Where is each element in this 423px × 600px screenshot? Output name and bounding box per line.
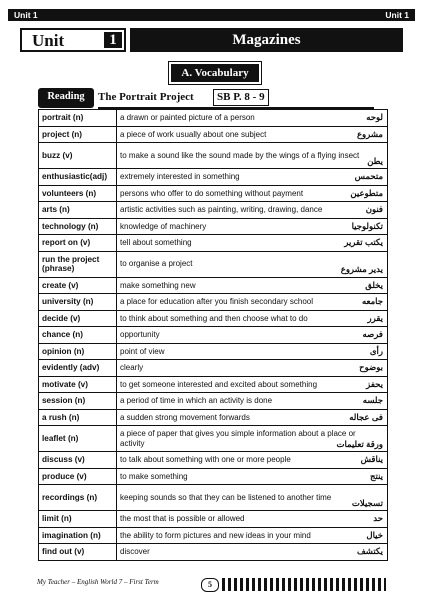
vocab-word: motivate (v) <box>39 376 117 393</box>
vocab-definition: to organise a project <box>120 259 193 269</box>
vocab-arabic: تسجيلات <box>351 497 383 508</box>
vocab-word: imagination (n) <box>39 527 117 544</box>
vocab-definition-cell <box>117 310 388 327</box>
reading-tab: Reading <box>38 88 94 108</box>
vocab-definition: to talk about something with one or more people <box>120 455 291 464</box>
vocab-arabic: خيال <box>366 529 383 540</box>
vocab-definition: a place for education after you finish secondary school <box>120 297 314 306</box>
page-title: Magazines <box>130 28 403 52</box>
vocab-arabic: فنون <box>365 204 383 214</box>
footer-pattern <box>222 578 386 591</box>
table-row <box>39 485 388 511</box>
vocab-definition-cell <box>117 277 388 294</box>
table-row <box>39 452 388 469</box>
vocab-definition: a drawn or painted picture of a person <box>120 113 255 122</box>
vocab-arabic: متطوعين <box>350 187 383 198</box>
vocab-arabic: تكنولوجيا <box>351 220 383 231</box>
table-row <box>39 110 388 127</box>
vocab-definition: a piece of work usually about one subject <box>120 129 267 139</box>
vocab-definition-cell <box>117 527 388 544</box>
top-bar <box>8 9 415 21</box>
vocab-word: chance (n) <box>39 327 117 344</box>
vocab-definition-cell <box>117 143 388 169</box>
vocab-definition: tell about something <box>120 238 192 247</box>
vocab-arabic: جلسه <box>362 395 383 405</box>
vocab-definition-cell <box>117 452 388 469</box>
vocab-arabic: يكتب تقرير <box>344 237 383 247</box>
table-row <box>39 327 388 344</box>
vocab-definition: a piece of paper that gives you simple information about a place or activity <box>120 429 356 448</box>
vocab-arabic: حد <box>373 513 383 523</box>
vocab-arabic: يدير مشروع <box>340 264 383 274</box>
vocab-definition: artistic activities such as painting, writing, drawing, dance <box>120 205 323 214</box>
vocab-definition: to make a sound like the sound made by the wings of a flying insect <box>120 150 360 160</box>
vocab-definition: extremely interested in something <box>120 172 240 181</box>
vocab-word: enthusiastic(adj) <box>39 169 117 186</box>
table-row <box>39 310 388 327</box>
footer-text: My Teacher – English World 7 – First Term <box>37 578 159 586</box>
vocab-arabic: يكتشف <box>356 546 383 556</box>
vocab-definition-cell <box>117 327 388 344</box>
vocab-definition: discover <box>120 547 150 556</box>
vocab-definition-cell <box>117 169 388 186</box>
vocab-arabic: لوحه <box>366 112 383 122</box>
table-row <box>39 294 388 311</box>
vocab-definition-cell <box>117 468 388 485</box>
vocab-arabic: بوضوح <box>359 362 383 372</box>
table-row <box>39 393 388 410</box>
vocab-definition-cell <box>117 202 388 219</box>
vocab-arabic: يقرر <box>367 312 383 323</box>
vocab-definition: to think about something and then choose what to do <box>120 313 308 323</box>
section-heading: A. Vocabulary <box>171 64 259 82</box>
vocab-definition: persons who offer to do something without payment <box>120 188 304 198</box>
unit-word: Unit <box>32 31 65 50</box>
vocab-definition-cell <box>117 485 388 511</box>
vocab-definition-cell <box>117 376 388 393</box>
vocab-definition-cell <box>117 360 388 377</box>
vocab-definition-cell <box>117 235 388 252</box>
vocab-word: create (v) <box>39 277 117 294</box>
vocab-arabic: يناقش <box>360 454 383 464</box>
vocab-word: university (n) <box>39 294 117 311</box>
vocab-definition-cell <box>117 126 388 143</box>
vocab-definition: to get someone interested and excited about something <box>120 379 318 389</box>
unit-label-left: Unit 1 <box>14 10 38 20</box>
vocab-word: a rush (n) <box>39 409 117 426</box>
vocab-definition-cell <box>117 426 388 452</box>
vocab-arabic: جامعه <box>361 296 383 306</box>
vocab-word: decide (v) <box>39 310 117 327</box>
vocab-definition: make something new <box>120 280 196 290</box>
vocab-word: opinion (n) <box>39 343 117 360</box>
page-number: 5 <box>201 578 219 592</box>
vocab-word: run the project (phrase) <box>39 251 117 277</box>
vocab-arabic: متحمس <box>354 171 383 181</box>
vocab-definition: clearly <box>120 363 144 372</box>
vocab-definition: a period of time in which an activity is done <box>120 396 273 405</box>
vocab-word: produce (v) <box>39 468 117 485</box>
unit-label-right: Unit 1 <box>385 10 409 20</box>
vocab-word: portrait (n) <box>39 110 117 127</box>
table-row <box>39 185 388 202</box>
table-row <box>39 527 388 544</box>
vocab-word: technology (n) <box>39 218 117 235</box>
vocab-arabic: فرصه <box>362 329 383 339</box>
table-row <box>39 468 388 485</box>
table-row <box>39 235 388 252</box>
vocab-definition: the most that is possible or allowed <box>120 514 245 523</box>
vocab-definition: knowledge of machinery <box>120 221 207 231</box>
vocab-word: discuss (v) <box>39 452 117 469</box>
vocab-definition-cell <box>117 511 388 528</box>
vocab-definition-cell <box>117 544 388 561</box>
table-row <box>39 143 388 169</box>
vocab-word: evidently (adv) <box>39 360 117 377</box>
vocab-definition-cell <box>117 110 388 127</box>
vocab-definition-cell <box>117 218 388 235</box>
vocabulary-table <box>38 109 388 561</box>
vocab-word: recordings (n) <box>39 485 117 511</box>
vocab-word: buzz (v) <box>39 143 117 169</box>
vocab-definition: opportunity <box>120 330 160 339</box>
vocab-definition: point of view <box>120 346 165 356</box>
table-row <box>39 409 388 426</box>
vocab-arabic: فى عجاله <box>349 411 383 422</box>
table-row <box>39 376 388 393</box>
vocab-arabic: ورقة تعليمات <box>336 438 383 449</box>
vocab-arabic: يحفز <box>366 378 383 389</box>
table-row <box>39 277 388 294</box>
unit-box <box>20 28 126 52</box>
vocab-arabic: ينتج <box>370 470 383 481</box>
table-row <box>39 544 388 561</box>
vocab-arabic: يطن <box>367 155 383 166</box>
vocab-arabic: مشروع <box>356 128 383 139</box>
table-row <box>39 360 388 377</box>
vocab-word: volunteers (n) <box>39 185 117 202</box>
table-row <box>39 343 388 360</box>
table-row <box>39 169 388 186</box>
reading-header <box>38 88 388 108</box>
vocab-definition: keeping sounds so that they can be listened to another time <box>120 492 332 502</box>
vocab-word: leaflet (n) <box>39 426 117 452</box>
project-title: The Portrait Project <box>98 91 194 103</box>
student-book-ref: SB P. 8 - 9 <box>213 89 269 106</box>
vocab-definition-cell <box>117 409 388 426</box>
vocab-definition-cell <box>117 393 388 410</box>
vocab-word: limit (n) <box>39 511 117 528</box>
table-row <box>39 202 388 219</box>
vocab-definition-cell <box>117 343 388 360</box>
table-row <box>39 426 388 452</box>
unit-number: 1 <box>104 32 122 48</box>
table-row <box>39 218 388 235</box>
vocab-arabic: يخلق <box>365 279 383 290</box>
table-row <box>39 251 388 277</box>
vocab-word: arts (n) <box>39 202 117 219</box>
vocab-definition: to make something <box>120 471 188 481</box>
vocab-word: session (n) <box>39 393 117 410</box>
vocab-definition-cell <box>117 294 388 311</box>
vocab-word: find out (v) <box>39 544 117 561</box>
table-row <box>39 511 388 528</box>
vocab-definition-cell <box>117 185 388 202</box>
vocab-word: project (n) <box>39 126 117 143</box>
vocab-arabic: رأى <box>369 345 383 356</box>
vocab-word: report on (v) <box>39 235 117 252</box>
vocab-definition: the ability to form pictures and new ideas in your mind <box>120 530 311 540</box>
vocab-definition-cell <box>117 251 388 277</box>
table-row <box>39 126 388 143</box>
unit-title-row <box>20 28 403 52</box>
vocab-definition: a sudden strong movement forwards <box>120 412 250 422</box>
